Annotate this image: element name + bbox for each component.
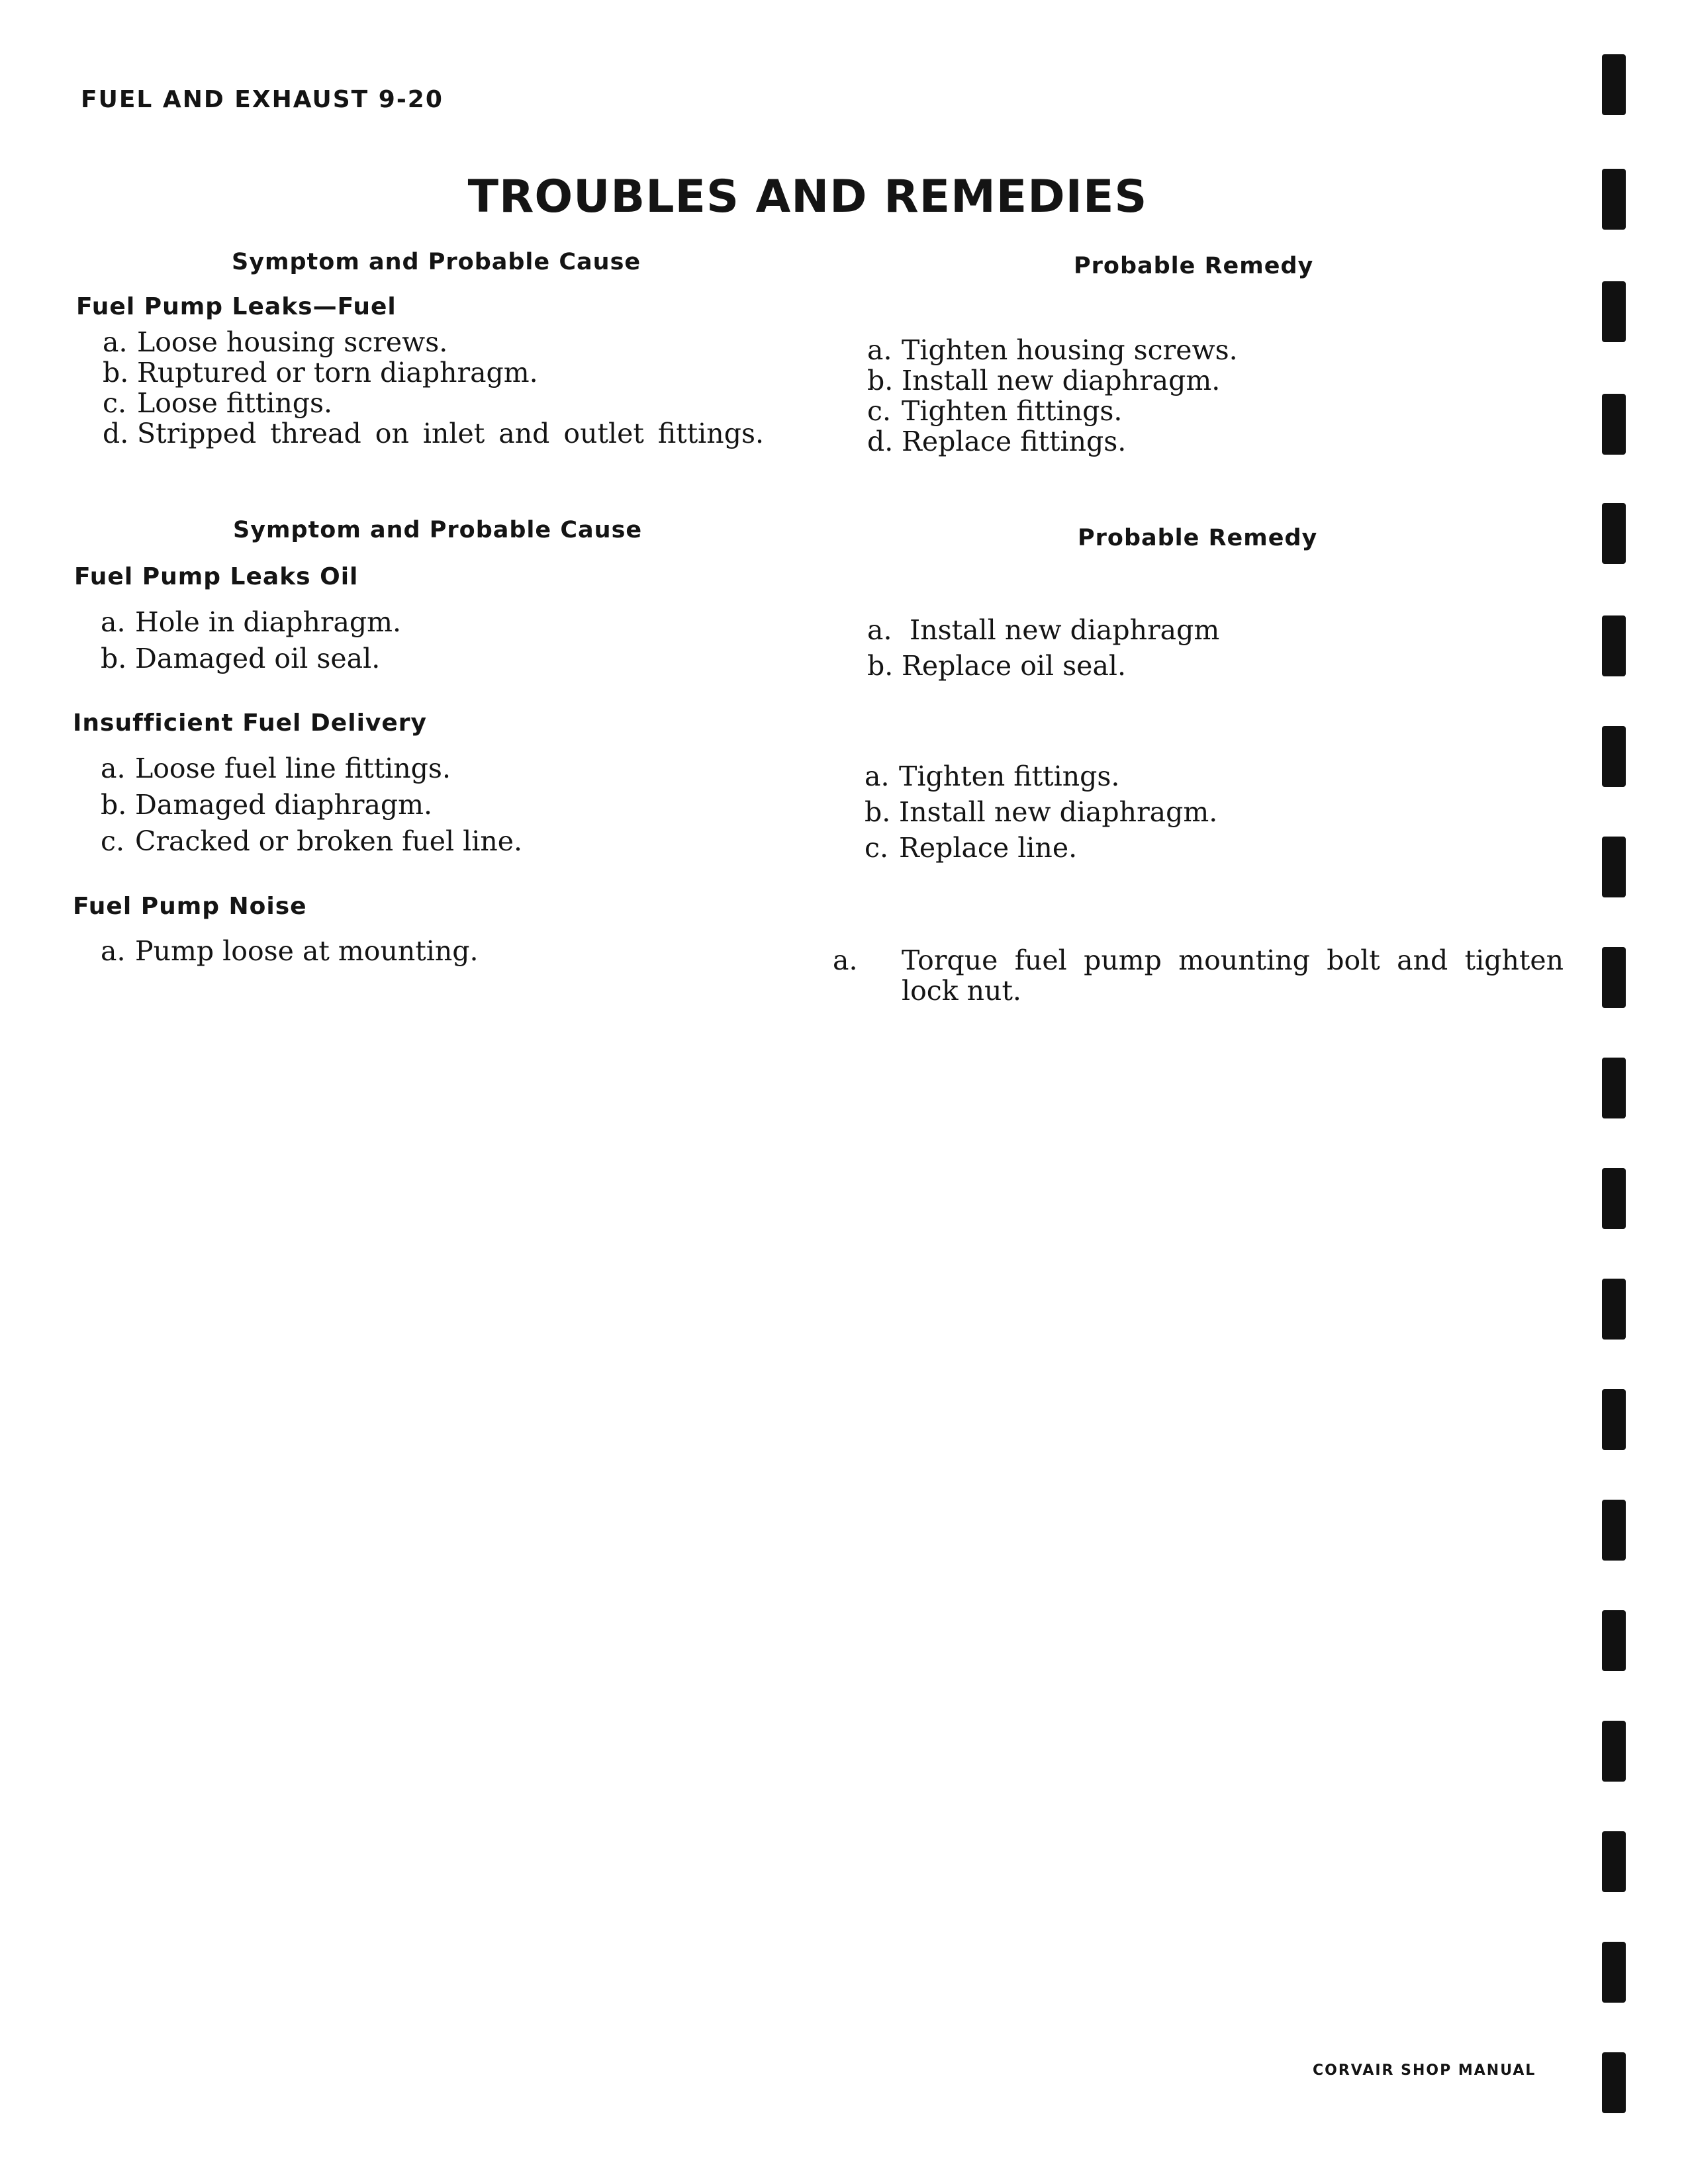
cause-item — [101, 643, 380, 674]
item-letter: a. — [867, 614, 892, 646]
binder-mark — [1602, 54, 1626, 115]
binder-mark — [1602, 1500, 1626, 1561]
item-text: Replace line. — [899, 832, 1078, 864]
binder-mark — [1602, 1610, 1626, 1671]
item-text: Tighten fittings. — [902, 395, 1123, 427]
cause-item — [103, 418, 764, 449]
binder-mark — [1602, 281, 1626, 342]
binder-mark — [1602, 726, 1626, 787]
cause-item — [103, 388, 332, 418]
page-title: TROUBLES AND REMEDIES — [467, 171, 1148, 223]
cause-item — [101, 826, 522, 856]
item-letter: b. — [865, 796, 891, 828]
binder-mark — [1602, 1389, 1626, 1450]
remedy-item — [867, 615, 1219, 645]
item-letter: d. — [103, 418, 129, 449]
item-letter: a. — [867, 334, 892, 366]
binder-mark — [1602, 837, 1626, 897]
item-letter: a. — [833, 944, 858, 976]
remedy-item — [833, 944, 1564, 1007]
binder-mark — [1602, 615, 1626, 676]
item-letter: a. — [103, 326, 128, 358]
item-text: Loose fittings. — [137, 387, 333, 419]
binder-mark — [1602, 1942, 1626, 2003]
item-text: Install new diaphragm. — [902, 365, 1221, 396]
item-text: Loose fuel line fittings. — [135, 752, 451, 784]
remedy-item — [867, 396, 1122, 426]
item-letter: d. — [867, 426, 894, 457]
item-letter: b. — [867, 365, 894, 396]
binder-mark — [1602, 1721, 1626, 1782]
item-letter: c. — [103, 387, 126, 419]
binder-mark — [1602, 169, 1626, 230]
cause-item — [101, 753, 451, 784]
item-text: Cracked or broken fuel line. — [135, 825, 523, 857]
remedy-column-heading: Probable Remedy — [1078, 525, 1318, 551]
binder-mark — [1602, 2052, 1626, 2113]
remedy-item — [867, 651, 1126, 681]
remedy-item — [867, 335, 1238, 365]
item-letter: b. — [101, 643, 127, 674]
remedy-item — [867, 426, 1126, 457]
item-text: Tighten housing screws. — [902, 334, 1238, 366]
item-text: Pump loose at mounting. — [135, 935, 479, 967]
remedy-item — [865, 797, 1217, 827]
item-letter: c. — [865, 832, 888, 864]
symptom-heading: Insufficient Fuel Delivery — [73, 709, 428, 737]
remedy-item — [865, 833, 1077, 863]
item-letter: a. — [865, 760, 890, 792]
footer-manual-name: CORVAIR SHOP MANUAL — [1313, 2062, 1536, 2079]
item-text: Ruptured or torn diaphragm. — [137, 357, 538, 388]
symptom-heading: Fuel Pump Leaks Oil — [74, 563, 359, 590]
item-text: Install new diaphragm. — [899, 796, 1218, 828]
item-letter: a. — [101, 752, 126, 784]
remedy-column-heading: Probable Remedy — [1074, 253, 1314, 279]
symptom-heading: Fuel Pump Leaks—Fuel — [76, 293, 397, 320]
binder-mark — [1602, 1058, 1626, 1118]
item-text: Tighten fittings. — [899, 760, 1120, 792]
cause-item — [101, 790, 432, 820]
remedy-item — [867, 365, 1220, 396]
binder-mark — [1602, 1279, 1626, 1340]
cause-item — [103, 327, 447, 357]
binder-mark — [1602, 1831, 1626, 1892]
cause-column-heading: Symptom and Probable Cause — [233, 517, 643, 543]
binder-mark — [1602, 394, 1626, 455]
item-text: Install new diaphragm — [910, 614, 1220, 646]
item-text: Damaged oil seal. — [135, 643, 381, 674]
item-letter: b. — [867, 650, 894, 682]
cause-item — [103, 357, 538, 388]
item-text: Replace fittings. — [902, 426, 1127, 457]
item-text: Stripped thread on inlet and outlet fittings. — [137, 418, 765, 449]
item-text: Hole in diaphragm. — [135, 606, 402, 638]
item-letter: c. — [867, 395, 891, 427]
binder-mark — [1602, 1168, 1626, 1229]
remedy-item — [865, 761, 1119, 792]
symptom-heading: Fuel Pump Noise — [73, 893, 307, 920]
item-text: Loose housing screws. — [137, 326, 448, 358]
running-header: FUEL AND EXHAUST 9-20 — [81, 86, 444, 113]
item-letter: a. — [101, 935, 126, 967]
item-text: Torque fuel pump mounting bolt and tighten lock nut. — [902, 944, 1564, 1007]
item-letter: b. — [103, 357, 129, 388]
cause-item — [101, 936, 479, 966]
binder-mark — [1602, 947, 1626, 1008]
item-letter: c. — [101, 825, 124, 857]
item-letter: a. — [101, 606, 126, 638]
item-letter: b. — [101, 789, 127, 821]
cause-item — [101, 607, 401, 637]
item-text: Replace oil seal. — [902, 650, 1127, 682]
binder-mark — [1602, 503, 1626, 564]
cause-column-heading: Symptom and Probable Cause — [232, 249, 641, 275]
item-text: Damaged diaphragm. — [135, 789, 433, 821]
